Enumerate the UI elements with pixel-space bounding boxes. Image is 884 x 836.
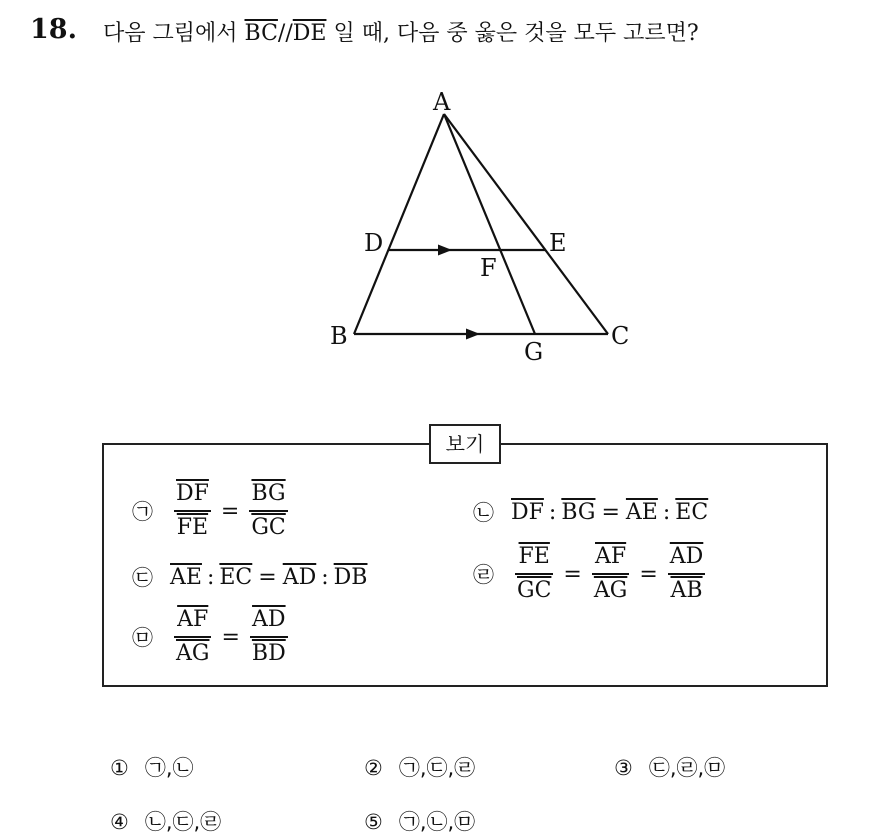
arrow-de-icon [438, 245, 452, 256]
question-number: 18. [30, 14, 77, 45]
denominator: GC [517, 578, 552, 603]
item-mark: ㉠ [132, 500, 153, 524]
denominator: GC [251, 515, 286, 540]
choice-4[interactable] [110, 806, 221, 836]
segment: $\overline{AE}$ [170, 564, 202, 590]
colon: : [548, 499, 557, 525]
equals-sign: = [563, 561, 582, 587]
segment-bc: $\overline{BC}$ [244, 21, 278, 46]
arrow-bc-icon [466, 329, 480, 340]
parallel-symbol: // [277, 21, 293, 46]
question-text-before: 다음 그림에서 [103, 21, 245, 46]
label-f: F [480, 254, 497, 282]
equals-sign: = [220, 498, 240, 524]
label-g: G [524, 338, 544, 366]
label-a: A [433, 88, 451, 116]
choice-2[interactable] [364, 752, 475, 782]
segment-ag [444, 114, 535, 334]
equals-sign: = [258, 564, 277, 590]
numerator: $\overline{AF}$ [595, 544, 627, 569]
colon: : [206, 564, 215, 590]
equals-sign: = [601, 499, 620, 525]
choice-value: ㉠,㉢,㉣ [398, 756, 476, 780]
fraction [174, 480, 211, 542]
segment-de: $\overline{DE}$ [292, 21, 327, 46]
fraction [668, 543, 706, 605]
choice-value: ㉡,㉢,㉣ [144, 810, 222, 834]
side-ab [354, 114, 444, 334]
fraction [515, 543, 553, 605]
segment: $\overline{DF}$ [511, 499, 544, 525]
choice-mark: ① [110, 756, 129, 780]
denominator: AG [176, 641, 210, 666]
item-mark: ㉡ [473, 501, 494, 525]
bogi-item-5 [132, 606, 292, 668]
bogi-item-1 [132, 480, 292, 542]
bogi-item-4 [473, 543, 709, 605]
denominator: FE [176, 515, 209, 540]
question-text-after: 일 때, 다음 중 옳은 것을 모두 고르면? [326, 21, 699, 46]
segment: $\overline{AD}$ [282, 564, 317, 590]
numerator: $\overline{BG}$ [251, 481, 286, 506]
numerator: $\overline{AD}$ [252, 607, 286, 632]
question-text [103, 16, 699, 47]
numerator: $\overline{FE}$ [518, 544, 550, 569]
equals-sign: = [221, 624, 240, 650]
equals-sign: = [639, 561, 658, 587]
choice-value: ㉠,㉡,㉤ [398, 810, 476, 834]
segment: $\overline{EC}$ [675, 499, 709, 525]
numerator: $\overline{DF}$ [176, 481, 209, 506]
label-c: C [611, 322, 630, 350]
choice-mark: ④ [110, 810, 129, 834]
choice-value: ㉢,㉣,㉤ [648, 756, 726, 780]
bogi-item-3 [132, 562, 367, 592]
bogi-title: 보기 [429, 424, 501, 464]
choice-mark: ⑤ [364, 810, 383, 834]
side-ac [444, 114, 608, 334]
denominator: BD [251, 641, 286, 666]
fraction [592, 543, 629, 605]
choice-5[interactable] [364, 806, 475, 836]
numerator: $\overline{AF}$ [177, 607, 209, 632]
label-e: E [549, 229, 567, 257]
colon: : [321, 564, 329, 590]
bogi-item-2 [473, 497, 708, 527]
item-mark: ㉣ [473, 563, 494, 587]
choice-mark: ③ [614, 756, 633, 780]
denominator: AG [593, 578, 628, 603]
label-b: B [330, 322, 348, 350]
segment: $\overline{DB}$ [333, 564, 368, 590]
denominator: AB [670, 578, 703, 603]
segment: $\overline{AE}$ [625, 499, 658, 525]
choice-3[interactable] [614, 752, 725, 782]
segment: $\overline{BG}$ [561, 499, 596, 525]
item-mark: ㉤ [132, 626, 153, 650]
choice-1[interactable] [110, 752, 194, 782]
fraction [249, 480, 287, 542]
choice-mark: ② [364, 756, 383, 780]
triangle-figure [320, 82, 650, 372]
colon: : [662, 499, 671, 525]
numerator: $\overline{AD}$ [669, 544, 704, 569]
fraction [174, 606, 211, 668]
item-mark: ㉢ [132, 566, 153, 590]
fraction [250, 606, 288, 668]
label-d: D [364, 229, 384, 257]
choice-value: ㉠,㉡ [144, 756, 194, 780]
segment: $\overline{EC}$ [219, 564, 253, 590]
